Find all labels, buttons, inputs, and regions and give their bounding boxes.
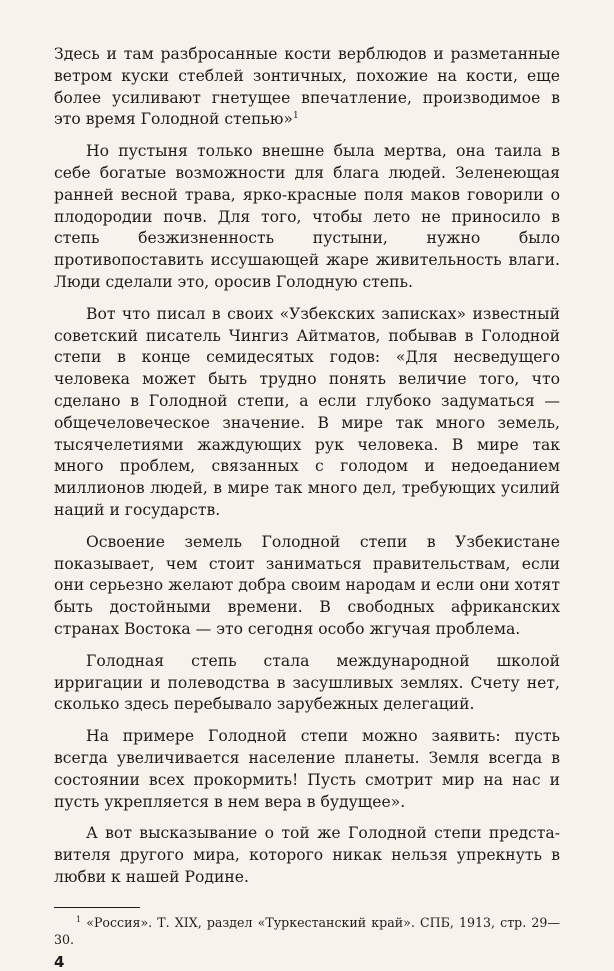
page-content [54, 44, 560, 971]
footnote-number: 1 [76, 914, 82, 924]
footnote-reference[interactable]: 1 [292, 111, 299, 122]
page-number: 4 [54, 952, 65, 971]
paragraph-text: Здесь и там разбросанные кости верблюдов и разметанные ветром куски стеблей зонтичных, похожие на кости, еще более усиливают гнетущее впечатление, производимое в это время Голодной степью» [54, 45, 560, 129]
footnote-divider [54, 907, 140, 908]
paragraph [54, 44, 560, 131]
paragraph: А вот высказывание о той же Голодной степи представителя другого мира, которого никак нельзя упрекнуть в любви к нашей Родине. [54, 824, 560, 886]
paragraph: Освоение земель Голодной степи в Узбекистане показывает, чем стоит заниматься правительствам, если они серьезно желают добра своим народам и если они хотят быть достойными времени. В свободных африканских странах Востока — это сегодня особо жгучая проблема. [54, 532, 560, 638]
footnote-text: «Россия». Т. XIX, раздел «Туркестанский край». СПБ, 1913, стр. 29—30. [54, 914, 560, 948]
footnote [54, 914, 560, 949]
paragraph: Голодная степь стала международной школой ирригации и полеводства в засушливых землях. Счету нет, сколько здесь перебывало зарубежных делегаций. [54, 651, 560, 714]
paragraph: На примере Голодной степи можно заявить: пусть всегда увеличивается население планеты. Земля всегда в состоянии всех прокормить! Пусть смотрит мир на нас и пусть укрепляется в нем вера в будущее». [54, 727, 560, 811]
paragraph: Но пустыня только внешне была мертва, она таила в себе богатые возможности для блага людей. Зеленеющая ранней весной трава, ярко-красные поля маков говорили о плодородии почв. Для того, чтобы лето не приносило в степь безжизненность пустыни, нужно было противопоставить иссушающей жаре живительность влаги. Люди сделали это, оросив Голодную степь. [54, 142, 560, 291]
paragraph: Вот что писал в своих «Узбекских записках» известный советский писатель Чингиз Айтматов, побывав в Голодной степи в конце семидесятых годов: «Для несведущего человека может быть трудно понять величие того, что сделано в Голодной степи, а если глубоко задуматься — общечеловеческое значение. В мире так много земель, тысячелетиями жаждующих рук человека. В мире так много проблем, связанных с голодом и недоеданием миллионов людей, в мире так много дел, требующих усилий наций и государств. [54, 304, 560, 519]
